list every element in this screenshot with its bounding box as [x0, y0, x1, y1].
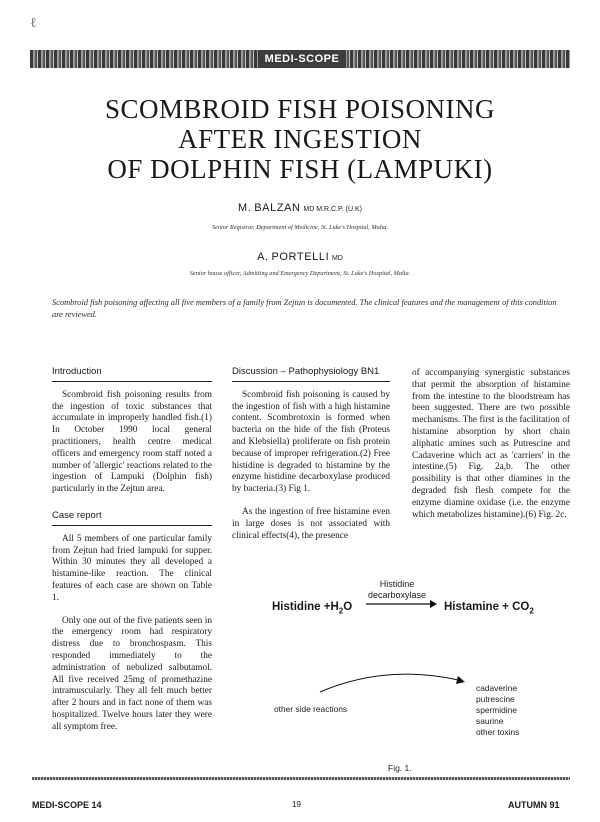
side-reaction-arrow — [316, 666, 468, 696]
author-1-affiliation: Senior Registrar, Department of Medicine, St. Luke's Hospital, Malta. — [211, 224, 389, 231]
reaction-product: Histamine + $CO_2$ — [444, 601, 534, 616]
side-product: cadaverine — [476, 683, 517, 693]
case-paragraph-2: Only one out of the five patients seen in the emergency room had respiratory distress due to bronchospasm. This responded immediately to the administration of nebulized salbutamol. All five received 25mg of promethazine intramuscularly. They all felt much better after 2 hours and in fact none of them was hospitalized. Twelve hours later they were all symptom free. — [52, 615, 212, 732]
footer-rule — [32, 777, 570, 780]
article-title — [30, 94, 570, 184]
discussion-paragraph-1: Scombroid fish poisoning is caused by the ingestion of fish with a high histamine content. Scombrotoxin is formed when bacteria on the hide of the fish (Proteus and Klebsiella) proliferate on fish protein because of improper refrigeration.(2) Free histidine is degraded to histamine by the enzyme histidine decarboxylase produced by bacteria.(3) Fig 1. — [232, 389, 390, 495]
author-1-surname: BALZAN — [254, 202, 301, 214]
column-2 — [232, 366, 390, 553]
side-product: putrescine — [476, 694, 515, 704]
enzyme-label-line-1: Histidine — [379, 579, 415, 589]
figure-caption: Fig. 1. — [388, 763, 412, 773]
author-1-degrees: MD M.R.C.P. (U.K) — [303, 206, 362, 213]
margin-mark: ℓ — [30, 16, 37, 31]
reaction-reactant: Histidine $+H_2O$ — [272, 601, 353, 616]
abstract: Scombroid fish poisoning affecting all five members of a family from Zejtun is documented. The clinical features and the management of this condition are reviewed. — [52, 298, 557, 319]
discussion-paragraph-2: As the ingestion of free histamine even in large doses is not associated with clinical effects(4), the presence — [232, 506, 390, 541]
footer-issue: AUTUMN 91 — [508, 800, 560, 810]
author-1-initial: M. — [238, 202, 252, 214]
author-2-initial: A. — [257, 251, 269, 263]
col3-paragraph: of accompanying synergistic substances that permit the absorption of histamine from the intestine to the bloodstream has been suggested. There are two possible mechanisms. The first is the facilitation of histamine absorption by short chain aliphatic amines such as Putrescine and Cadaverine which act as 'carriers' in the intestine.(5) Fig. 2a,b. The other possibility is that other diamines in the degraded fish flesh compete for the enzyme diamine oxidase (i.e. the enzyme which metabolizes histamine).(6) Fig. 2c. — [412, 368, 570, 520]
author-2-surname: PORTELLI — [271, 251, 330, 263]
discussion-heading: Discussion – Pathophysiology BN1 — [232, 366, 390, 382]
case-paragraph-1: All 5 members of one particular family from Zejtun had fried lampuki for supper. Within 30 minutes they all developed a histamine-like reaction. The clinical features of each case are shown on Table 1. — [52, 533, 212, 603]
side-product: saurine — [476, 716, 504, 726]
author-2-affiliation: Senior house officer, Admitting and Emergency Department, St. Luke's Hospital, Malta. — [189, 270, 411, 277]
column-3 — [412, 368, 570, 532]
side-products-list — [476, 683, 519, 738]
column-1 — [52, 366, 212, 745]
case-heading: Case report — [52, 510, 212, 526]
enzyme-label-line-2: decarboxylase — [368, 590, 427, 600]
author-2 — [30, 251, 570, 263]
page-number: 19 — [292, 800, 301, 809]
author-1 — [30, 202, 570, 214]
side-product: spermidine — [476, 705, 517, 715]
title-line-2: AFTER INGESTION — [178, 124, 422, 154]
author-2-degrees: MD — [332, 255, 343, 262]
side-reactions-label: other side reactions — [274, 704, 348, 714]
title-line-1: SCOMBROID FISH POISONING — [104, 94, 496, 124]
intro-heading: Introduction — [52, 366, 212, 382]
reaction-arrow — [366, 598, 438, 610]
intro-paragraph: Scombroid fish poisoning results from the ingestion of toxic substances that accumulate in improperly handled fish.(1) In October 1990 local general practitioners, health centre medical officers and emergency room staff noted a number of 'allergic' reactions related to the ingestion of Lampuki (Dolphin fish) particularly in the Zejtun area. — [52, 389, 212, 495]
footer-journal: MEDI-SCOPE 14 — [32, 800, 102, 810]
title-line-3: OF DOLPHIN FISH (LAMPUKI) — [107, 154, 493, 184]
side-product: other toxins — [476, 727, 520, 737]
journal-label: MEDI-SCOPE — [258, 50, 346, 68]
